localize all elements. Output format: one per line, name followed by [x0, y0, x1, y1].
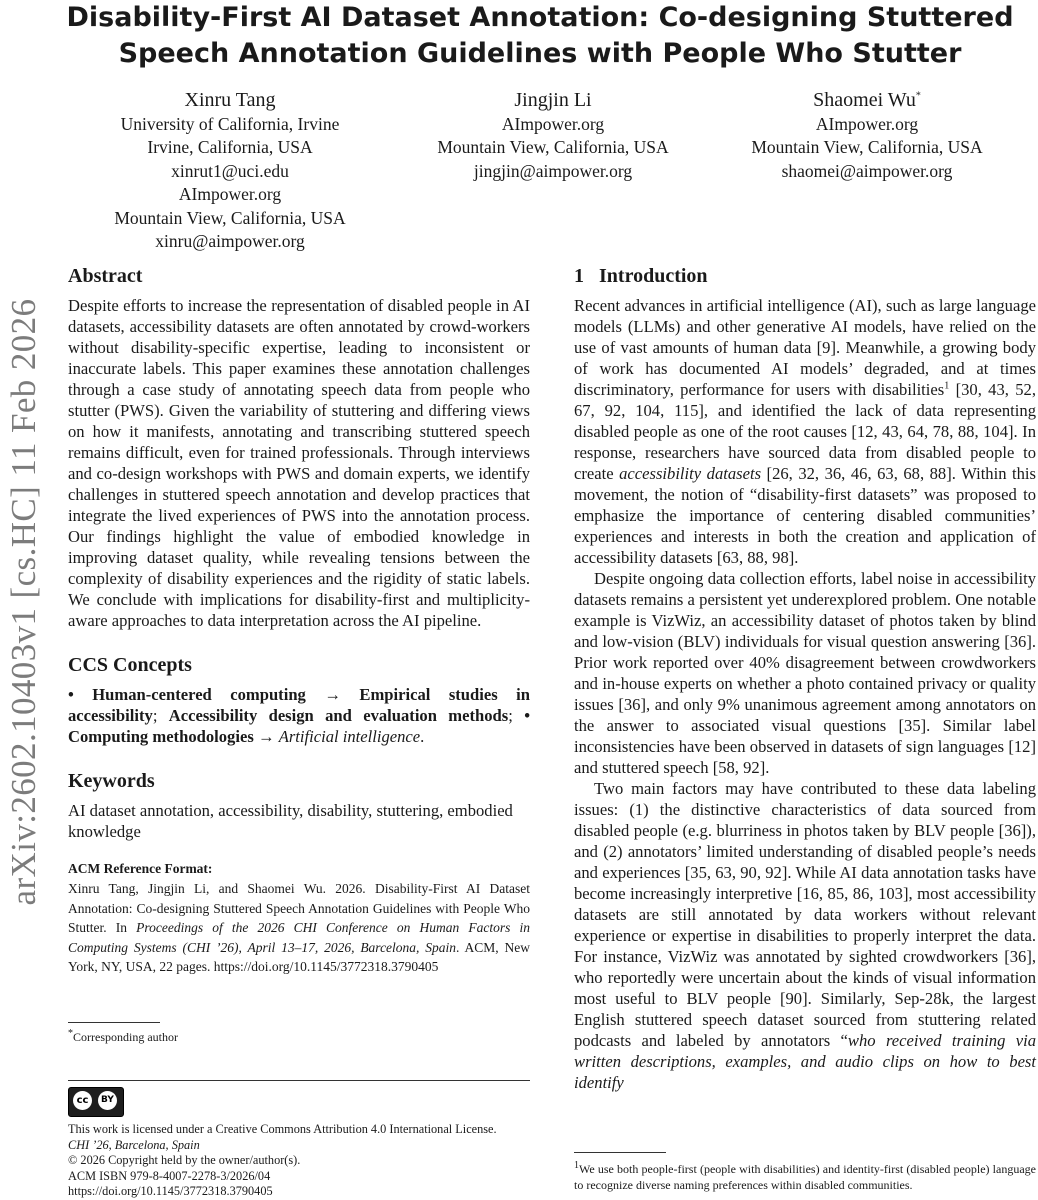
author-affiliation: AImpower.org: [178, 184, 282, 205]
abstract-text: Despite efforts to increase the representation of disabled people in AI datasets, accessibility datasets are often annotated by crowd-workers without disability-specific expertise, leading to inconsistent or inaccurate labels. This paper examines these annotation challenges through a case study of annotating speech data from people who stutter (PWS). Given the variability of stuttering and differing views on how it manifests, annotating and transcribing stuttered speech remains difficult, even for trained professionals. Through interviews and co-design workshops with PWS and domain experts, we identify challenges in stuttered speech annotation and develop practices that integrate the lived experiences of PWS into the annotation process. Our findings highlight the value of embodied knowledge in improving dataset quality, while revealing tensions between the complexity of disability experiences and the rigidity of static labels. We conclude with implications for disability-first and multiplicity-aware approaches to data interpretation across the AI pipeline.: [68, 296, 530, 630]
intro-paragraph-2: Despite ongoing data collection efforts, label noise in accessibility datasets remains a persistent yet underexplored problem. One notable example is VizWiz, an accessibility dataset of photos taken by blind and low-vision (BLV) individuals for visual question answering [36]. Prior work reported over 40% disagreement between crowdworkers and in-house experts on whether a photo contained privacy or quality issues [36], and only 9% unanimous agreement among annotators on the answer to associated visual questions [35]. Similar label inconsistencies have been observed in datasets of sign languages [12] and stuttered speech [58, 92].: [574, 569, 1036, 777]
ccs-separator: ;: [152, 706, 169, 725]
ccs-term: Empirical studies in accessibility: [68, 685, 530, 725]
corresponding-mark: *: [915, 90, 921, 102]
section-number: 1: [574, 265, 584, 287]
author-email: shaomei@aimpower.org: [781, 160, 953, 181]
ccs-term: Accessibility design and evaluation methods: [168, 706, 509, 725]
left-column: [68, 264, 530, 977]
author-email: xinru@aimpower.org: [155, 231, 305, 252]
footnote-rule: [68, 1022, 160, 1023]
author-name-text: Shaomei Wu: [813, 89, 916, 111]
acm-reference-heading: ACM Reference Format:: [68, 861, 213, 876]
ccs-term: • Computing methodologies: [68, 706, 530, 746]
ccs-term: Artificial intelligence: [278, 727, 421, 746]
author-affiliation: AImpower.org: [501, 114, 605, 134]
license-copyright: © 2026 Copyright held by the owner/author(s).: [68, 1153, 301, 1168]
author-name: [717, 87, 1017, 113]
author-email: xinrut1@uci.edu: [171, 160, 289, 181]
introduction-heading: [574, 264, 1036, 288]
ccs-separator: ;: [508, 706, 525, 725]
author-email: jingjin@aimpower.org: [473, 160, 633, 181]
intro-p1-emphasis: accessibility datasets: [619, 464, 762, 483]
by-icon: BY: [98, 1091, 117, 1110]
ccs-end: .: [420, 727, 425, 746]
cc-by-badge-icon: [68, 1087, 124, 1117]
intro-p3-part-a: Two main factors may have contributed to these data labeling issues: (1) the distinctive characteristics of data sourced from disabled people (e.g. blurriness in photos taken by BLV people [36]), and (2) annotators’ limited understanding of disabled people’s needs and experiences [35, 63, 90, 92]. While AI data annotation tasks have become increasingly interpretive [16, 85, 86, 103], most accessibility datasets are still annotated by data workers without relevant experience or expertise in disabilities to properly interpret the data. For instance, VizWiz was annotated by sighted crowdworkers [36], who reportedly were uncertain about the kinds of visual information most useful to BLV people [90]. Similarly, Sep-28k, the largest English stuttered speech dataset sourced from stuttering related podcasts and labeled by annotators “: [574, 779, 1036, 1050]
footnote-body: We use both people-first (people with disabilities) and identity-first (disabled people) language to recognize diverse naming preferences within disabled communities.: [574, 1162, 1036, 1192]
license-rule: [68, 1080, 530, 1081]
author-location: Irvine, California, USA: [147, 137, 313, 158]
cc-icon: cc: [73, 1091, 92, 1110]
author-location: Mountain View, California, USA: [751, 137, 983, 158]
footnote-text: [68, 1029, 530, 1045]
author-name: Xinru Tang: [184, 89, 276, 111]
author-name: Jingjin Li: [514, 89, 592, 111]
intro-p3-quote: who received training via written descriptions, examples, and audio clips on how to best identify: [574, 1031, 1036, 1092]
abstract-heading: Abstract: [68, 265, 143, 287]
intro-p1-part-a: Recent advances in artificial intelligence (AI), such as large language models (LLMs) and other generative AI models, have relied on the use of vast amounts of human data [9]. Meanwhile, a growing body of work has documented AI models’ degraded, and at times discriminatory, performance for users with disabilities: [574, 296, 1036, 399]
ccs-term: • Human-centered computing: [68, 685, 306, 704]
author-block-2: [403, 87, 703, 183]
title-line-1: Disability-First AI Dataset Annotation: Co-designing Stuttered: [66, 2, 1014, 33]
author-location: Mountain View, California, USA: [437, 137, 669, 158]
intro-paragraph-1: [574, 295, 1036, 568]
author-block-3: [717, 87, 1017, 183]
footnote-body: Corresponding author: [73, 1030, 178, 1044]
keywords-text: AI dataset annotation, accessibility, disability, stuttering, embodied knowledge: [68, 801, 513, 841]
footnote-ref: 1: [944, 380, 950, 392]
ccs-heading: CCS Concepts: [68, 654, 192, 676]
acm-reference-text: [68, 879, 530, 977]
intro-p1-part-b: [30, 43, 52, 67, 92, 104, 115], and identified the lack of data representing disabled people as one of the root causes [12, 43, 64, 78, 88, 104]. In response, researchers have sourced data from disabled people to create: [574, 380, 1037, 483]
footnote-mark: 1: [574, 1160, 579, 1171]
paper-title: [40, 0, 1038, 72]
ccs-arrow: →: [257, 727, 275, 746]
license-statement: This work is licensed under a Creative Commons Attribution 4.0 International License.: [68, 1122, 497, 1136]
intro-p1-part-c: [26, 32, 36, 46, 63, 68, 88]. Within this movement, the notion of “disability-first datasets” was proposed to emphasize the importance of centering disabled communities’ experiences and interests in both the creation and application of accessibility datasets [63, 88, 98].: [574, 464, 1036, 567]
right-footnote: [574, 1152, 1036, 1193]
author-location: Mountain View, California, USA: [114, 207, 346, 228]
acm-reference-post: . ACM, New York, NY, USA, 22 pages. https://doi.org/10.1145/3772318.3790405: [68, 939, 530, 975]
acm-reference-venue: Proceedings of the 2026 CHI Conference on Human Factors in Computing Systems (CHI ’26), April 13–17, 2026, Barcelona, Spain: [68, 920, 530, 955]
footnote-mark: *: [68, 1028, 73, 1039]
arxiv-identifier: arXiv:2602.10403v1 [cs.HC] 11 Feb 2026: [4, 298, 43, 906]
title-line-2: Speech Annotation Guidelines with People Who Stutter: [118, 38, 962, 69]
acm-reference-pre: Xinru Tang, Jingjin Li, and Shaomei Wu. 2026. Disability-First AI Dataset Annotation: Co-designing Stuttered Speech Annotation Guidelines with People Who Stutter. In: [68, 881, 530, 936]
left-footnote: [68, 1022, 530, 1045]
keywords-heading: Keywords: [68, 770, 155, 792]
license-venue: [68, 1138, 530, 1154]
section-title: Introduction: [599, 265, 708, 287]
author-affiliation: AImpower.org: [815, 114, 919, 134]
right-column: [574, 264, 1036, 1093]
author-affiliation: University of California, Irvine: [120, 114, 340, 134]
arxiv-sidebar: [2, 262, 46, 942]
license-venue-text: CHI ’26, Barcelona, Spain: [68, 1137, 200, 1152]
intro-paragraph-3: [574, 778, 1036, 1093]
footnote-text: [574, 1161, 1036, 1193]
footnote-rule: [574, 1152, 666, 1153]
ccs-concepts: [68, 684, 530, 747]
license-isbn: ACM ISBN 979-8-4007-2278-3/2026/04: [68, 1168, 271, 1183]
license-doi: https://doi.org/10.1145/3772318.3790405: [68, 1184, 273, 1199]
license-block: [68, 1080, 530, 1200]
ccs-arrow: →: [324, 685, 341, 704]
author-block-1: [80, 87, 380, 253]
